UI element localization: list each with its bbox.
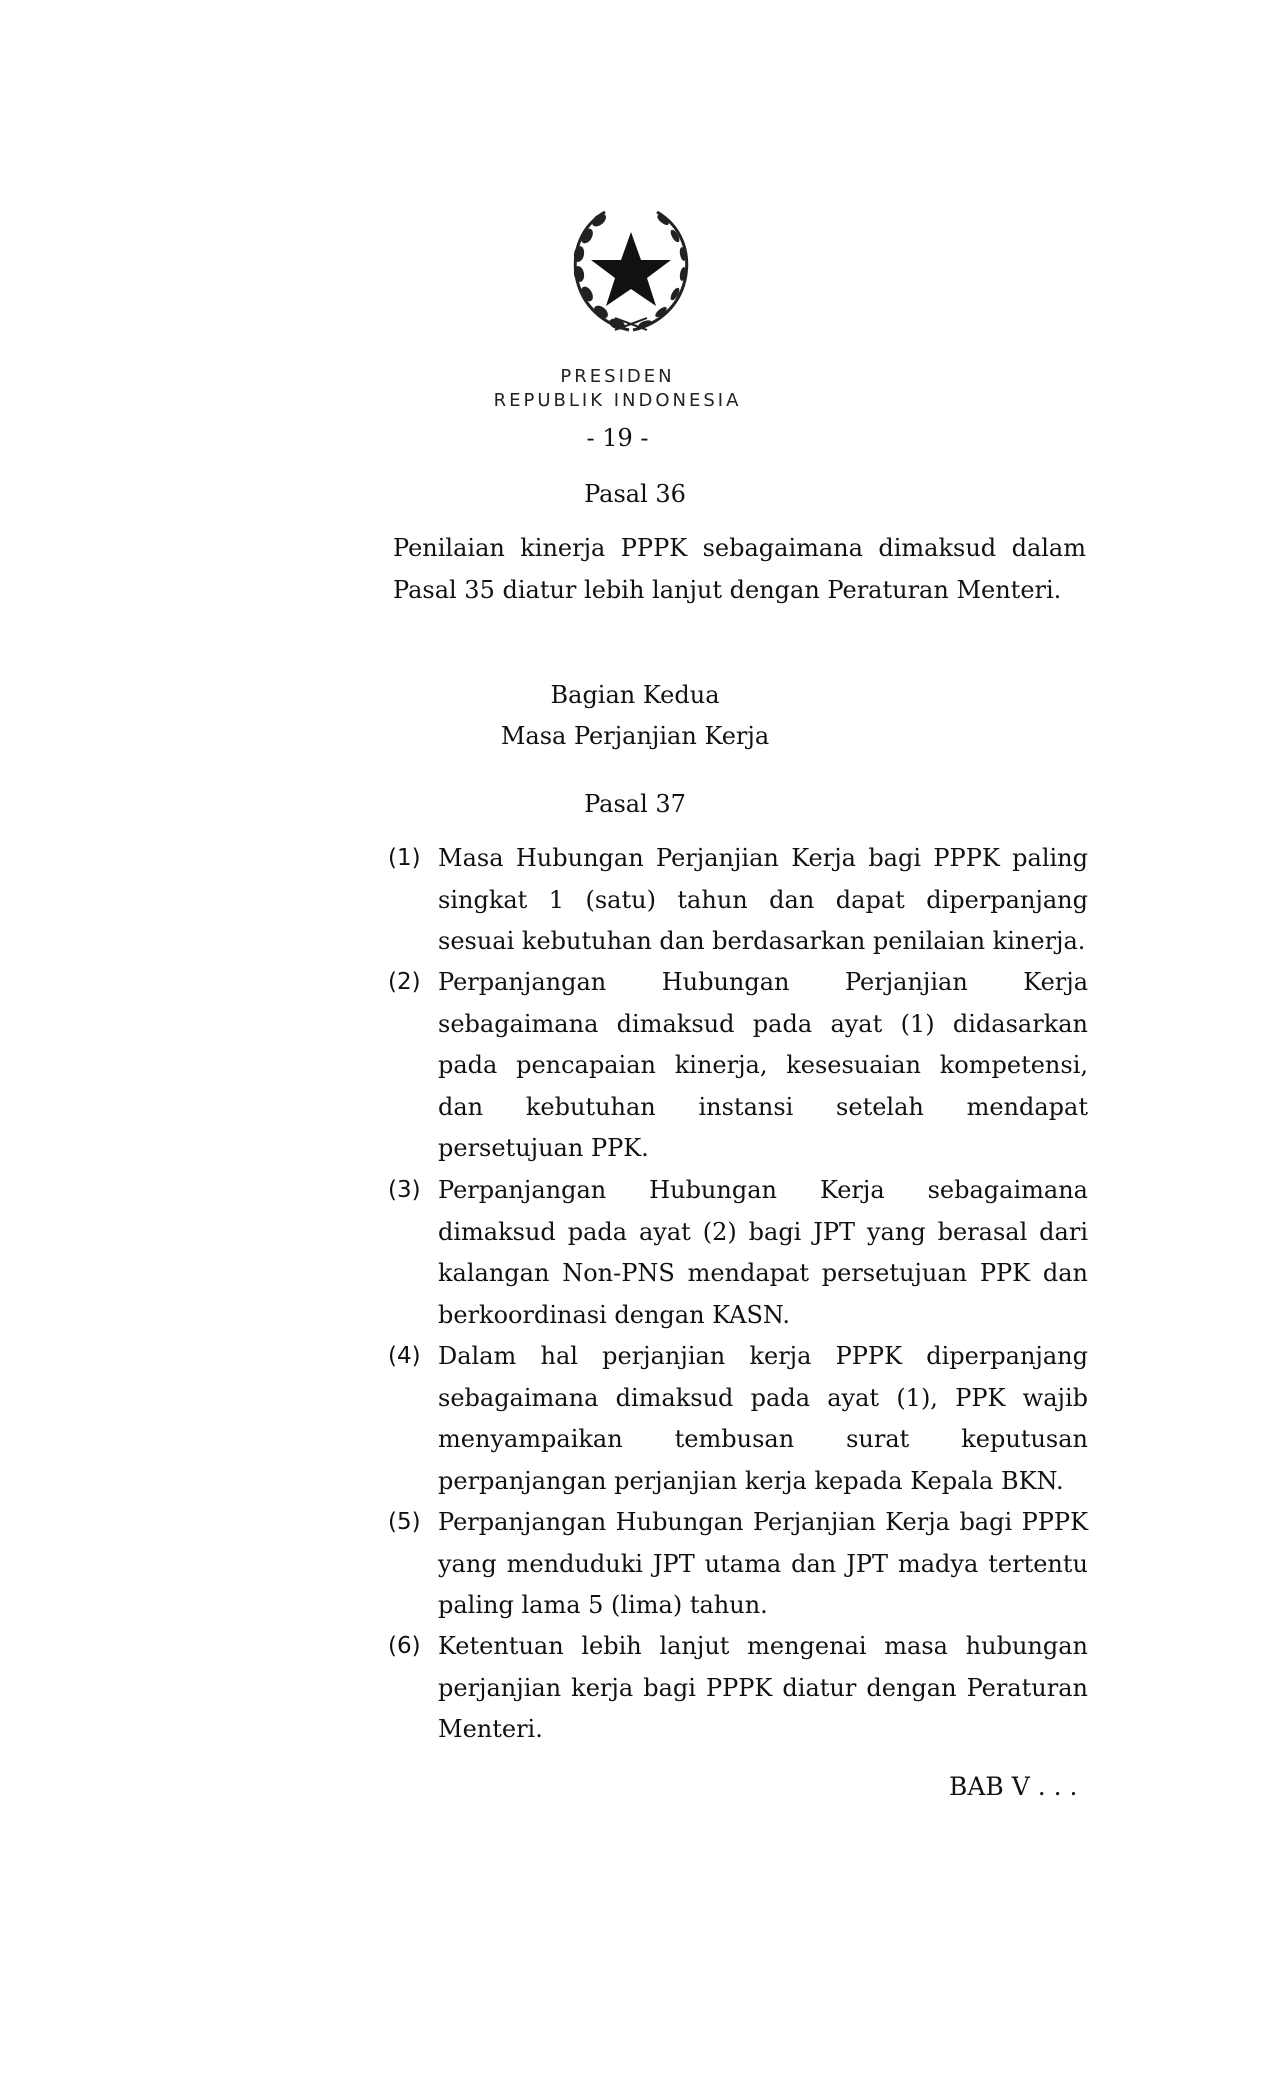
item-text: Masa Hubungan Perjanjian Kerja bagi PPPK paling singkat 1 (satu) tahun dan dapat diperpanjang sesuai kebutuhan dan berdasarkan penilaian kinerja. — [438, 844, 1088, 955]
item-number: (3) — [388, 1177, 421, 1203]
list-item — [388, 1170, 1088, 1336]
item-text: Dalam hal perjanjian kerja PPPK diperpanjang sebagaimana dimaksud pada ayat (1), PPK wajib menyampaikan tembusan surat keputusan perpanjangan perjanjian kerja kepada Kepala BKN. — [438, 1342, 1088, 1495]
list-item — [388, 962, 1088, 1170]
list-item — [388, 1502, 1088, 1627]
list-item — [388, 838, 1088, 963]
item-text: Perpanjangan Hubungan Kerja sebagaimana dimaksud pada ayat (2) bagi JPT yang berasal dari kalangan Non-PNS mendapat persetujuan PPK dan berkoordinasi dengan KASN. — [438, 1176, 1088, 1329]
item-number: (4) — [388, 1343, 421, 1369]
item-text: Ketentuan lebih lanjut mengenai masa hubungan perjanjian kerja bagi PPPK diatur dengan Peraturan Menteri. — [438, 1632, 1088, 1743]
pasal-36-text: Penilaian kinerja PPPK sebagaimana dimaksud dalam Pasal 35 diatur lebih lanjut dengan Peraturan Menteri. — [393, 534, 1086, 604]
list-item — [388, 1626, 1088, 1751]
item-number: (2) — [388, 969, 421, 995]
header-republik-indonesia: REPUBLIK INDONESIA — [493, 390, 742, 411]
item-number: (6) — [388, 1633, 421, 1659]
item-number: (5) — [388, 1509, 421, 1535]
page-number: - 19 - — [586, 424, 649, 452]
list-item — [388, 1336, 1088, 1502]
header-presiden: PRESIDEN — [560, 366, 675, 387]
item-text: Perpanjangan Hubungan Perjanjian Kerja bagi PPPK yang menduduki JPT utama dan JPT madya tertentu paling lama 5 (lima) tahun. — [438, 1508, 1088, 1619]
item-text: Perpanjangan Hubungan Perjanjian Kerja sebagaimana dimaksud pada ayat (1) didasarkan pada pencapaian kinerja, kesesuaian kompetensi, dan kebutuhan instansi setelah mendapat persetujuan PPK. — [438, 968, 1088, 1162]
item-number: (1) — [388, 845, 421, 871]
pasal-37-title: Pasal 37 — [584, 790, 686, 818]
bagian-title: Bagian Kedua — [550, 681, 720, 709]
garuda-star-emblem-icon — [553, 190, 709, 346]
pasal-36-title: Pasal 36 — [584, 480, 686, 508]
catchword: BAB V . . . — [949, 1772, 1078, 1801]
bagian-subtitle: Masa Perjanjian Kerja — [500, 722, 770, 750]
